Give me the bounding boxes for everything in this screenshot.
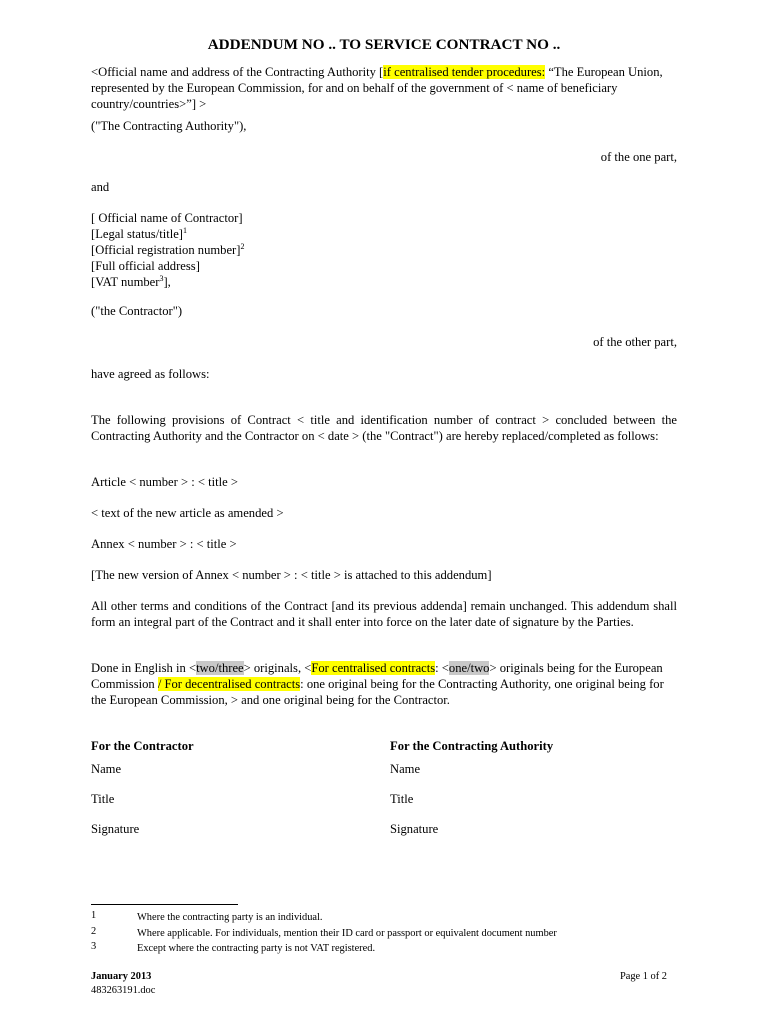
contractor-title-field: Title [91, 792, 115, 806]
contractor-signature-block [91, 738, 371, 837]
centralised-highlight: if centralised tender procedures: [383, 65, 546, 79]
authority-signature-field: Signature [390, 822, 439, 836]
authority-title-field: Title [390, 792, 414, 806]
footer-date: January 2013 [91, 971, 152, 982]
annex-new-version-line: [The new version of Annex < number > : < title > is attached to this addendum] [91, 568, 492, 582]
footnote-ref-2: 2 [240, 241, 245, 251]
article-text-line: < text of the new article as amended > [91, 506, 284, 520]
contractor-address-line: [Full official address] [91, 259, 200, 273]
decentralised-contracts-highlight: / For decentralised contracts [157, 677, 301, 691]
authority-label: ("The Contracting Authority"), [91, 119, 247, 133]
authority-paragraph [91, 64, 677, 112]
commission-originals-highlight: one/two [448, 661, 490, 675]
done-paragraph: Done in English in <two/three> originals, <For centralised contracts: <one/two> originals being for the European Commission / For decentralised contracts: one original being for the Contracting Authority, one original being for the European Commission, > and one original being for the Contractor. [91, 661, 664, 707]
contractor-block [91, 210, 677, 290]
other-part-text: of the other part, [593, 335, 677, 349]
annex-line: Annex < number > : < title > [91, 537, 237, 551]
contractor-signature-field: Signature [91, 822, 140, 836]
other-terms-paragraph: All other terms and conditions of the Contract [and its previous addenda] remain unchanged. This addendum shall form an integral part of the Contract and it shall enter into force on the later date of signature by the Parties. [91, 599, 677, 629]
contractor-label: ("the Contractor") [91, 304, 183, 318]
footer-filename: 483263191.doc [91, 985, 156, 996]
contractor-legal-status-line: [Legal status/title]$^1$ [91, 225, 187, 241]
agreed-text: have agreed as follows: [91, 367, 210, 381]
footnote-2: 2 Where applicable. For individuals, mention their ID card or passport or equivalent document number [91, 926, 557, 939]
contractor-name-line: [ Official name of Contractor] [91, 211, 243, 225]
footnote-3: 3 Except where the contracting party is not VAT registered. [91, 941, 376, 954]
footnote-ref-1: 1 [182, 225, 187, 235]
authority-signature-heading: For the Contracting Authority [390, 739, 554, 753]
footer-left [91, 970, 155, 998]
contractor-name-field: Name [91, 762, 122, 776]
one-part-text: of the one part, [600, 150, 677, 164]
authority-text-start: <Official name and address of the Contracting Authority [ [91, 65, 384, 79]
contractor-vat-line: [VAT number$^3$], [91, 273, 171, 289]
footnote-separator [91, 904, 238, 905]
authority-name-field: Name [390, 762, 421, 776]
page-number: Page 1 of 2 [619, 971, 667, 982]
article-line: Article < number > : < title > [91, 475, 238, 489]
contractor-signature-heading: For the Contractor [91, 739, 194, 753]
authority-text-end: “The European Union, represented by the European Commission, for and on behalf of the government of < name of beneficiary country/countries>”] > [91, 65, 663, 111]
footnote-ref-3: 3 [159, 273, 164, 283]
footnote-1: 1 Where the contracting party is an individual. [91, 910, 323, 923]
document-title: ADDENDUM NO .. TO SERVICE CONTRACT NO .. [207, 36, 561, 53]
contractor-registration-line: [Official registration number]$^2$ [91, 241, 245, 257]
centralised-contracts-highlight: For centralised contracts [311, 661, 436, 675]
originals-count-highlight: two/three [196, 661, 244, 675]
authority-signature-block [390, 738, 670, 837]
provisions-paragraph: The following provisions of Contract < title and identification number of contract > concluded between the Contracting Authority and the Contractor on < date > (the "Contract") are hereby replaced/completed as follows: [91, 413, 677, 443]
and-text: and [91, 180, 110, 194]
